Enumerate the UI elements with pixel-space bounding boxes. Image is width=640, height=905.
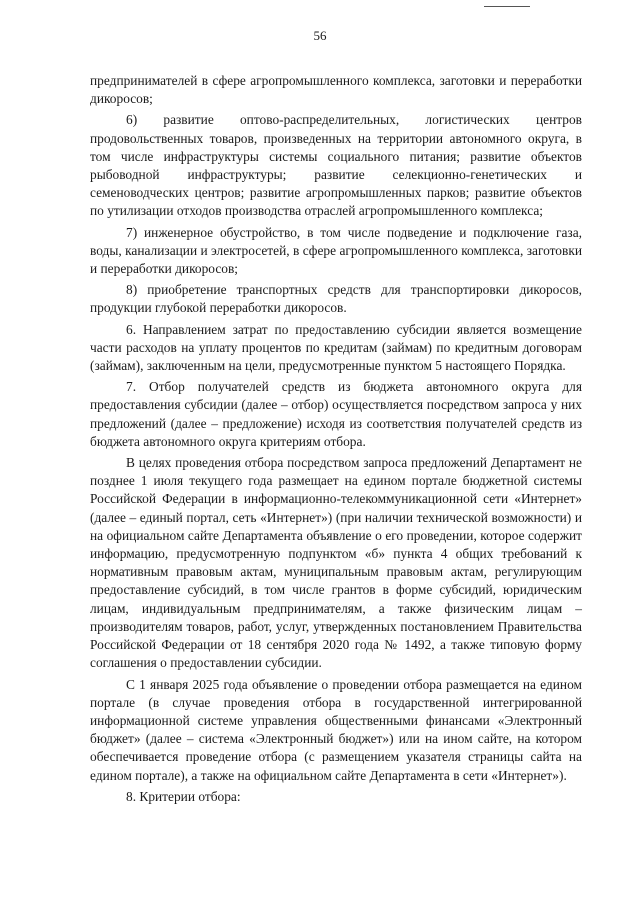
paragraph: С 1 января 2025 года объявление о проведении отбора размещается на едином портале (в случае проведения отбора в государственной интегрированной информационной системе управления общественными финансами «Электронный бюджет» (далее – система «Электронный бюджет») или на ином сайте, на котором обеспечивается проведение отбора (с размещением указателя страницы сайта на едином портале), а также на официальном сайте Департамента в сети «Интернет»). bbox=[90, 676, 582, 783]
document-body bbox=[90, 72, 582, 809]
paragraph: 8) приобретение транспортных средств для транспортировки дикоросов, продукции глубокой переработки дикоросов. bbox=[90, 282, 582, 316]
page-number: 56 bbox=[313, 28, 327, 43]
paragraph: предпринимателей в сфере агропромышленного комплекса, заготовки и переработки дикоросов; bbox=[90, 73, 582, 107]
paragraph: В целях проведения отбора посредством запроса предложений Департамент не позднее 1 июля текущего года размещает на едином портале бюджетной системы Российской Федерации в информационно-телекоммуникационной сети «Интернет» (далее – единый портал, сеть «Интернет») (при наличии технической возможности) и на официальном сайте Департамента объявление о его проведении, которое содержит информацию, предусмотренную подпунктом «б» пункта 4 общих требований к нормативным правовым актам, муниципальным правовым актам, регулирующим предоставление субсидий, в том числе грантов в форме субсидий, юридическим лицам, индивидуальным предпринимателям, а также физическим лицам – производителям товаров, работ, услуг, утвержденных постановлением Правительства Российской Федерации от 18 сентября 2020 года № 1492, а также типовую форму соглашения о предоставлении субсидии. bbox=[90, 455, 582, 671]
paragraph: 6. Направлением затрат по предоставлению субсидии является возмещение части расходов на уплату процентов по кредитам (займам) по кредитным договорам (займам), заключенным на цели, предусмотренные пунктом 5 настоящего Порядка. bbox=[90, 321, 582, 374]
paragraph: 6) развитие оптово-распределительных, логистических центров продовольственных товаров, произведенных на территории автономного округа, в том числе инфраструктуры системы социального питания; развитие объектов рыбоводной инфраструктуры; развитие селекционно-генетических и семеноводческих центров; развитие агропромышленных парков; развитие объектов по утилизации отходов производства отраслей агропромышленного комплекса; bbox=[90, 112, 582, 219]
paragraph: 7) инженерное обустройство, в том числе подведение и подключение газа, воды, канализации и электросетей, в сфере агропромышленного комплекса, заготовки и переработки дикоросов; bbox=[90, 224, 582, 277]
paragraph: 8. Критерии отбора: bbox=[126, 788, 241, 804]
paragraph: 7. Отбор получателей средств из бюджета автономного округа для предоставления субсидии (далее – отбор) осуществляется посредством запроса у них предложений (далее – предложение) исходя из соответствия получателей средств из бюджета автономного округа критериям отбора. bbox=[90, 379, 582, 449]
corner-stamp-mark bbox=[484, 0, 530, 7]
